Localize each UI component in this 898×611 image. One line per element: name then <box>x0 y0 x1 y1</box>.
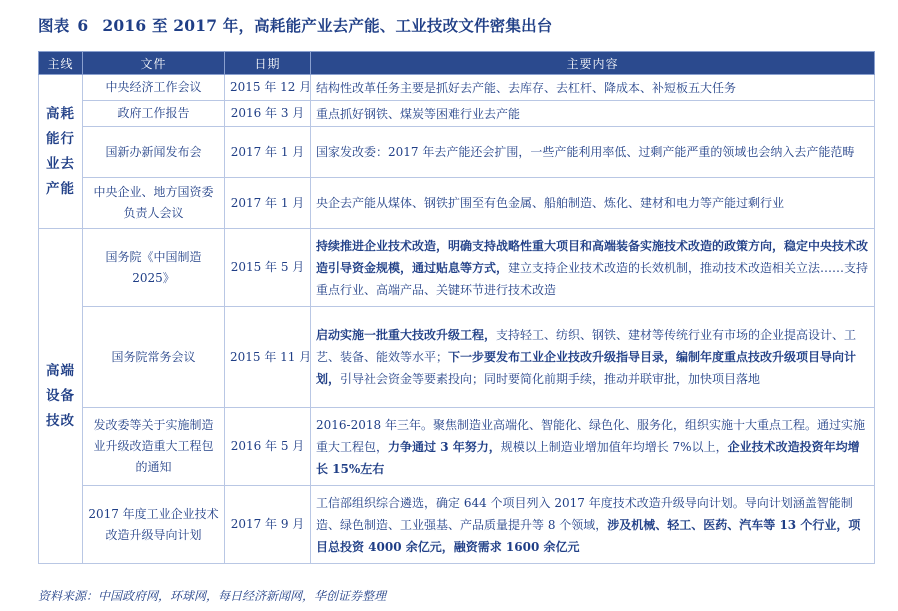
figure-title-text: 2016 至 2017 年，高耗能产业去产能、工业技改文件密集出台 <box>102 16 553 35</box>
row-content <box>311 75 875 101</box>
row-date: 2016 年 5 月 <box>225 408 311 486</box>
table-header-row <box>39 52 875 75</box>
content-segment: 建立支持企业技术改造的长效机制，推动技术改造相关立法……支持重点行业、高端产品、关键环节进行技术改造 <box>316 260 869 297</box>
content-bold-segment: 企业技术改造投资年均增长 15%左右 <box>316 439 860 476</box>
table-row <box>39 127 875 178</box>
row-document: 国新办新闻发布会 <box>83 127 225 178</box>
policy-table <box>38 51 875 564</box>
row-date: 2017 年 1 月 <box>225 127 311 178</box>
table-row <box>39 486 875 564</box>
row-content <box>311 178 875 229</box>
row-content <box>311 307 875 408</box>
group-main-line: 高端设备技改 <box>39 229 83 564</box>
figure-title <box>38 14 552 36</box>
content-segment: 2016-2018 年三年。聚焦制造业高端化、智能化、绿色化、服务化，组织实施十大重点工程。通过实施重大工程包， <box>316 417 865 454</box>
content-bold-segment: 涉及机械、轻工、医药、汽车等 13 个行业，项目总投资 4000 余亿元，融资需求 1600 余亿元 <box>316 517 861 554</box>
figure-label: 图表 <box>38 16 70 35</box>
content-segment: 规模以上制造业增加值年均增长 7%以上， <box>500 439 728 454</box>
content-segment: 工信部组织综合遴选，确定 644 个项目列入 2017 年度技术改造升级导向计划。导向计划涵盖智能制造、绿色制造、工业强基、产品质量提升等 8 个领域， <box>316 495 853 532</box>
table-row <box>39 229 875 307</box>
content-bold-segment: 启动实施一批重大技改升级工程， <box>316 328 497 342</box>
content-segment: 引导社会资金等要素投向；同时要简化前期手续，推动并联审批，加快项目落地 <box>340 372 761 386</box>
row-document: 发改委等关于实施制造业升级改造重大工程包的通知 <box>83 408 225 486</box>
content-segment: 央企去产能从煤体、钢铁扩围至有色金属、船舶制造、炼化、建材和电力等产能过剩行业 <box>316 196 785 210</box>
row-document: 中央企业、地方国资委负责人会议 <box>83 178 225 229</box>
row-date: 2015 年 12 月 <box>225 75 311 101</box>
table-row <box>39 178 875 229</box>
content-segment: 结构性改革任务主要是抓好去产能、去库存、去杠杆、降成本、补短板五大任务 <box>316 80 737 95</box>
row-date: 2017 年 9 月 <box>225 486 311 564</box>
header-main-line: 主线 <box>39 52 83 75</box>
content-segment: 国家发改委：2017 年去产能还会扩围，一些产能利用率低、过剩产能严重的领域也会纳入去产能范畴 <box>316 145 855 159</box>
header-document: 文件 <box>83 52 225 75</box>
content-bold-segment: 持续推进企业技术改造，明确支持战略性重大项目和高端装备实施技术改造的政策方向，稳定中央技术改造引导资金规模，通过贴息等方式， <box>316 238 869 275</box>
row-content <box>311 229 875 307</box>
row-document: 中央经济工作会议 <box>83 75 225 101</box>
group-main-line: 高耗能行业去产能 <box>39 75 83 229</box>
table-row <box>39 307 875 408</box>
header-date: 日期 <box>225 52 311 75</box>
row-document: 国务院常务会议 <box>83 307 225 408</box>
row-date: 2015 年 5 月 <box>225 229 311 307</box>
content-segment: 重点抓好钢铁、煤炭等困难行业去产能 <box>316 106 521 121</box>
source-note: 资料来源：中国政府网，环球网，每日经济新闻网，华创证券整理 <box>38 589 387 603</box>
content-bold-segment: 力争通过 3 年努力， <box>388 439 501 454</box>
row-content <box>311 101 875 127</box>
row-date: 2016 年 3 月 <box>225 101 311 127</box>
content-segment: 支持轻工、纺织、钢铁、建材等传统行业有市场的企业提高设计、工艺、装备、能效等水平； <box>316 328 857 364</box>
row-document: 国务院《中国制造 2025》 <box>83 229 225 307</box>
row-document: 政府工作报告 <box>83 101 225 127</box>
row-content <box>311 486 875 564</box>
row-content <box>311 408 875 486</box>
table-row <box>39 408 875 486</box>
table-row <box>39 101 875 127</box>
table-row <box>39 75 875 101</box>
row-date: 2017 年 1 月 <box>225 178 311 229</box>
row-document: 2017 年度工业企业技术改造升级导向计划 <box>83 486 225 564</box>
row-date: 2015 年 11 月 <box>225 307 311 408</box>
header-content: 主要内容 <box>311 52 875 75</box>
content-bold-segment: 下一步要发布工业企业技改升级指导目录，编制年度重点技改升级项目导向计划， <box>316 350 857 386</box>
figure-number: 6 <box>77 16 89 35</box>
row-content <box>311 127 875 178</box>
